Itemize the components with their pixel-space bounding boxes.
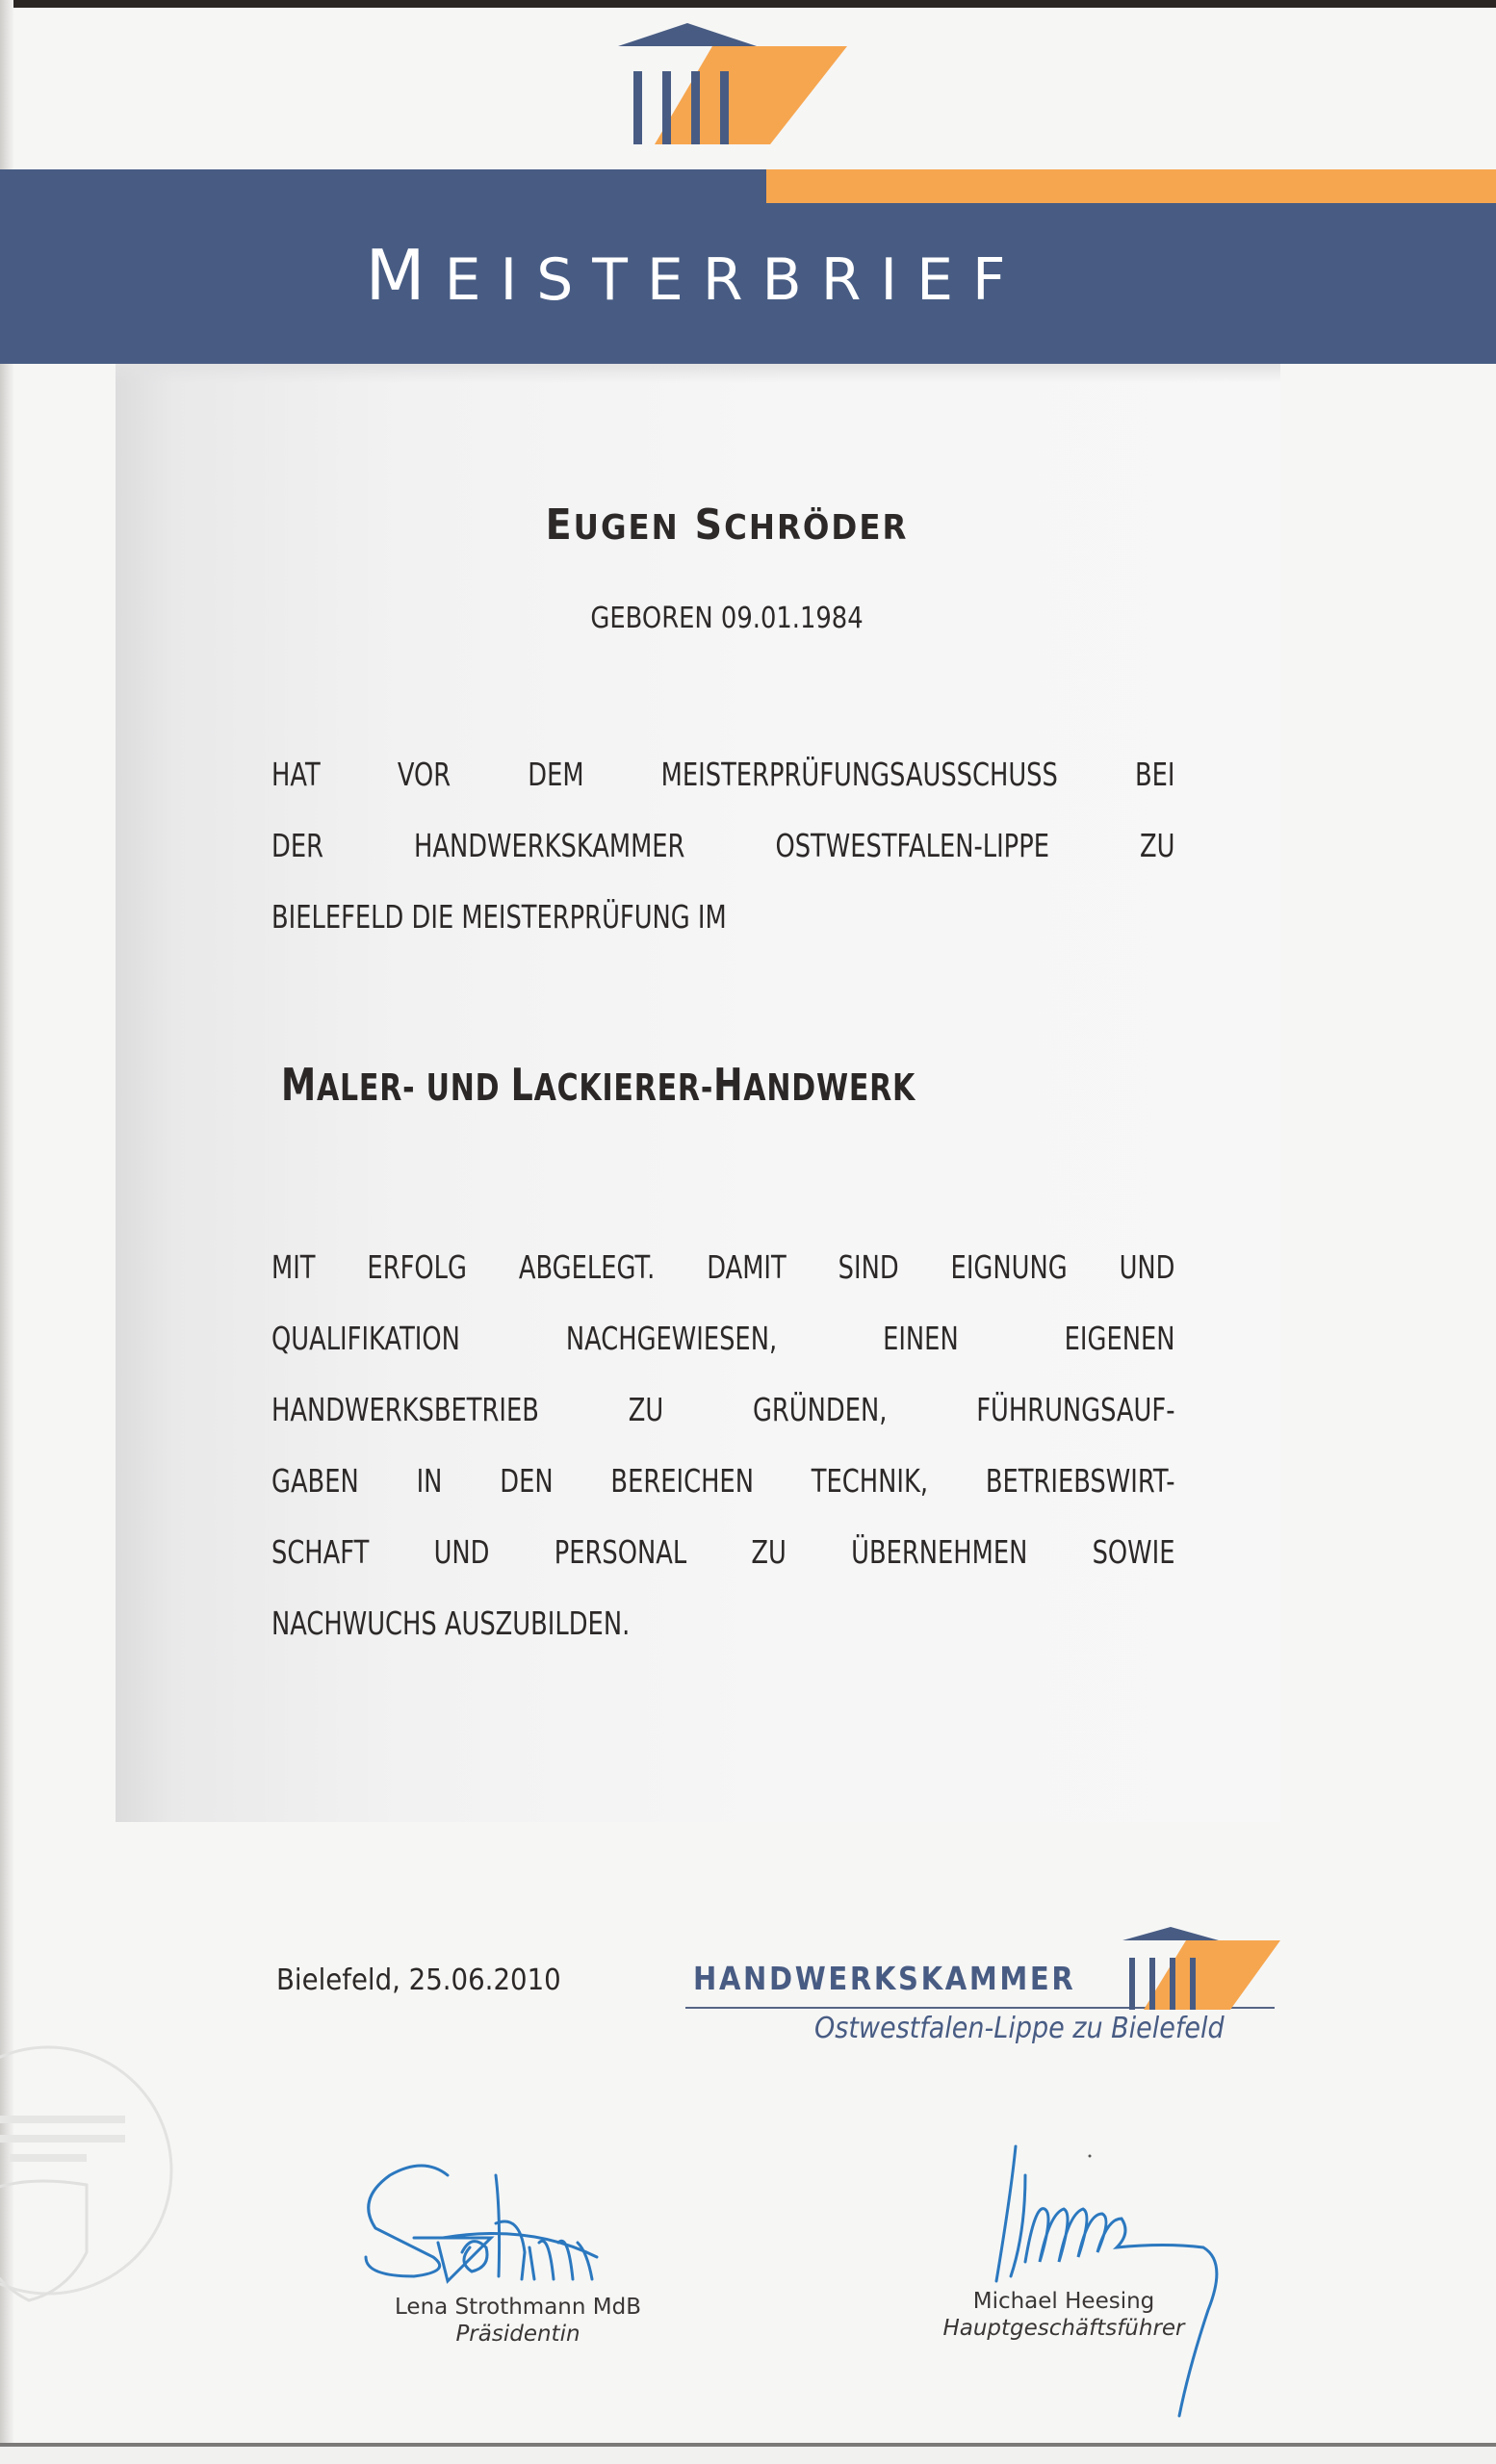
name-rest: UGEN [573,508,680,548]
organization-name: HANDWERKSKAMMER [693,1960,1076,1997]
trade-initial: L [510,1059,534,1111]
signatory-president [374,2294,662,2348]
certificate-title [0,237,1496,319]
panel-shadow [116,364,1280,383]
title-rest: EISTERBRIEF [444,246,1025,314]
trade-rest: ANDWERK [743,1066,916,1109]
birth-date: GEBOREN 09.01.1984 [590,602,864,635]
banner-accent-stripe [766,169,1496,203]
name-initial: E [545,500,574,550]
trade-title [281,1059,1011,1111]
signature-strothmann [356,2156,645,2291]
surname-rest: CHRÖDER [724,508,909,548]
statement-line: NACHWUCHS AUSZUBILDEN. [271,1604,631,1642]
trade-rest: ALER- UND [316,1066,511,1109]
signature-heesing [972,2137,1280,2426]
recipient-name [0,500,1454,550]
signatory-role: Hauptgeschäftsführer [942,2316,1185,2341]
trade-initial: H [713,1059,744,1111]
organization-subtitle: Ostwestfalen-Lippe zu Bielefeld [814,2012,1225,2045]
statement-line: MIT ERFOLG ABGELEGT. DAMIT SIND EIGNUNG UND [271,1248,1175,1286]
trade-rest: ACKIERER- [533,1066,714,1109]
exam-statement [271,739,1176,953]
signatory-role: Präsidentin [455,2322,580,2347]
statement-line: HANDWERKSBETRIEB ZU GRÜNDEN, FÜHRUNGSAUF- [271,1391,1175,1428]
signatory-managing-director [919,2288,1208,2342]
statement-line: GABEN IN DEN BEREICHEN TECHNIK, BETRIEBSWIRT- [271,1462,1175,1500]
scan-top-edge [0,0,1496,8]
title-initial: M [365,235,445,316]
place-and-date: Bielefeld, 25.06.2010 [276,1964,561,1997]
trade-initial: M [281,1059,317,1111]
statement-line: DER HANDWERKSKAMMER OSTWESTFALEN-LIPPE ZU [271,827,1175,864]
statement-line: BIELEFELD DIE MEISTERPRÜFUNG IM [271,898,727,936]
scan-bottom-strip [0,2447,1496,2464]
surname-initial: S [694,500,725,550]
signatory-name: Michael Heesing [972,2289,1155,2314]
handwerkskammer-column-logo-icon [1117,1925,1280,2010]
statement-line: QUALIFIKATION NACHGEWIESEN, EINEN EIGENEN [271,1320,1175,1357]
handwerkskammer-column-logo-icon [616,21,847,144]
signatory-name: Lena Strothmann MdB [395,2295,641,2320]
qualification-statement [271,1232,1176,1659]
embossed-seal-icon [0,2031,173,2310]
statement-line: SCHAFT UND PERSONAL ZU ÜBERNEHMEN SOWIE [271,1533,1175,1571]
statement-line: HAT VOR DEM MEISTERPRÜFUNGSAUSSCHUSS BEI [271,756,1175,793]
